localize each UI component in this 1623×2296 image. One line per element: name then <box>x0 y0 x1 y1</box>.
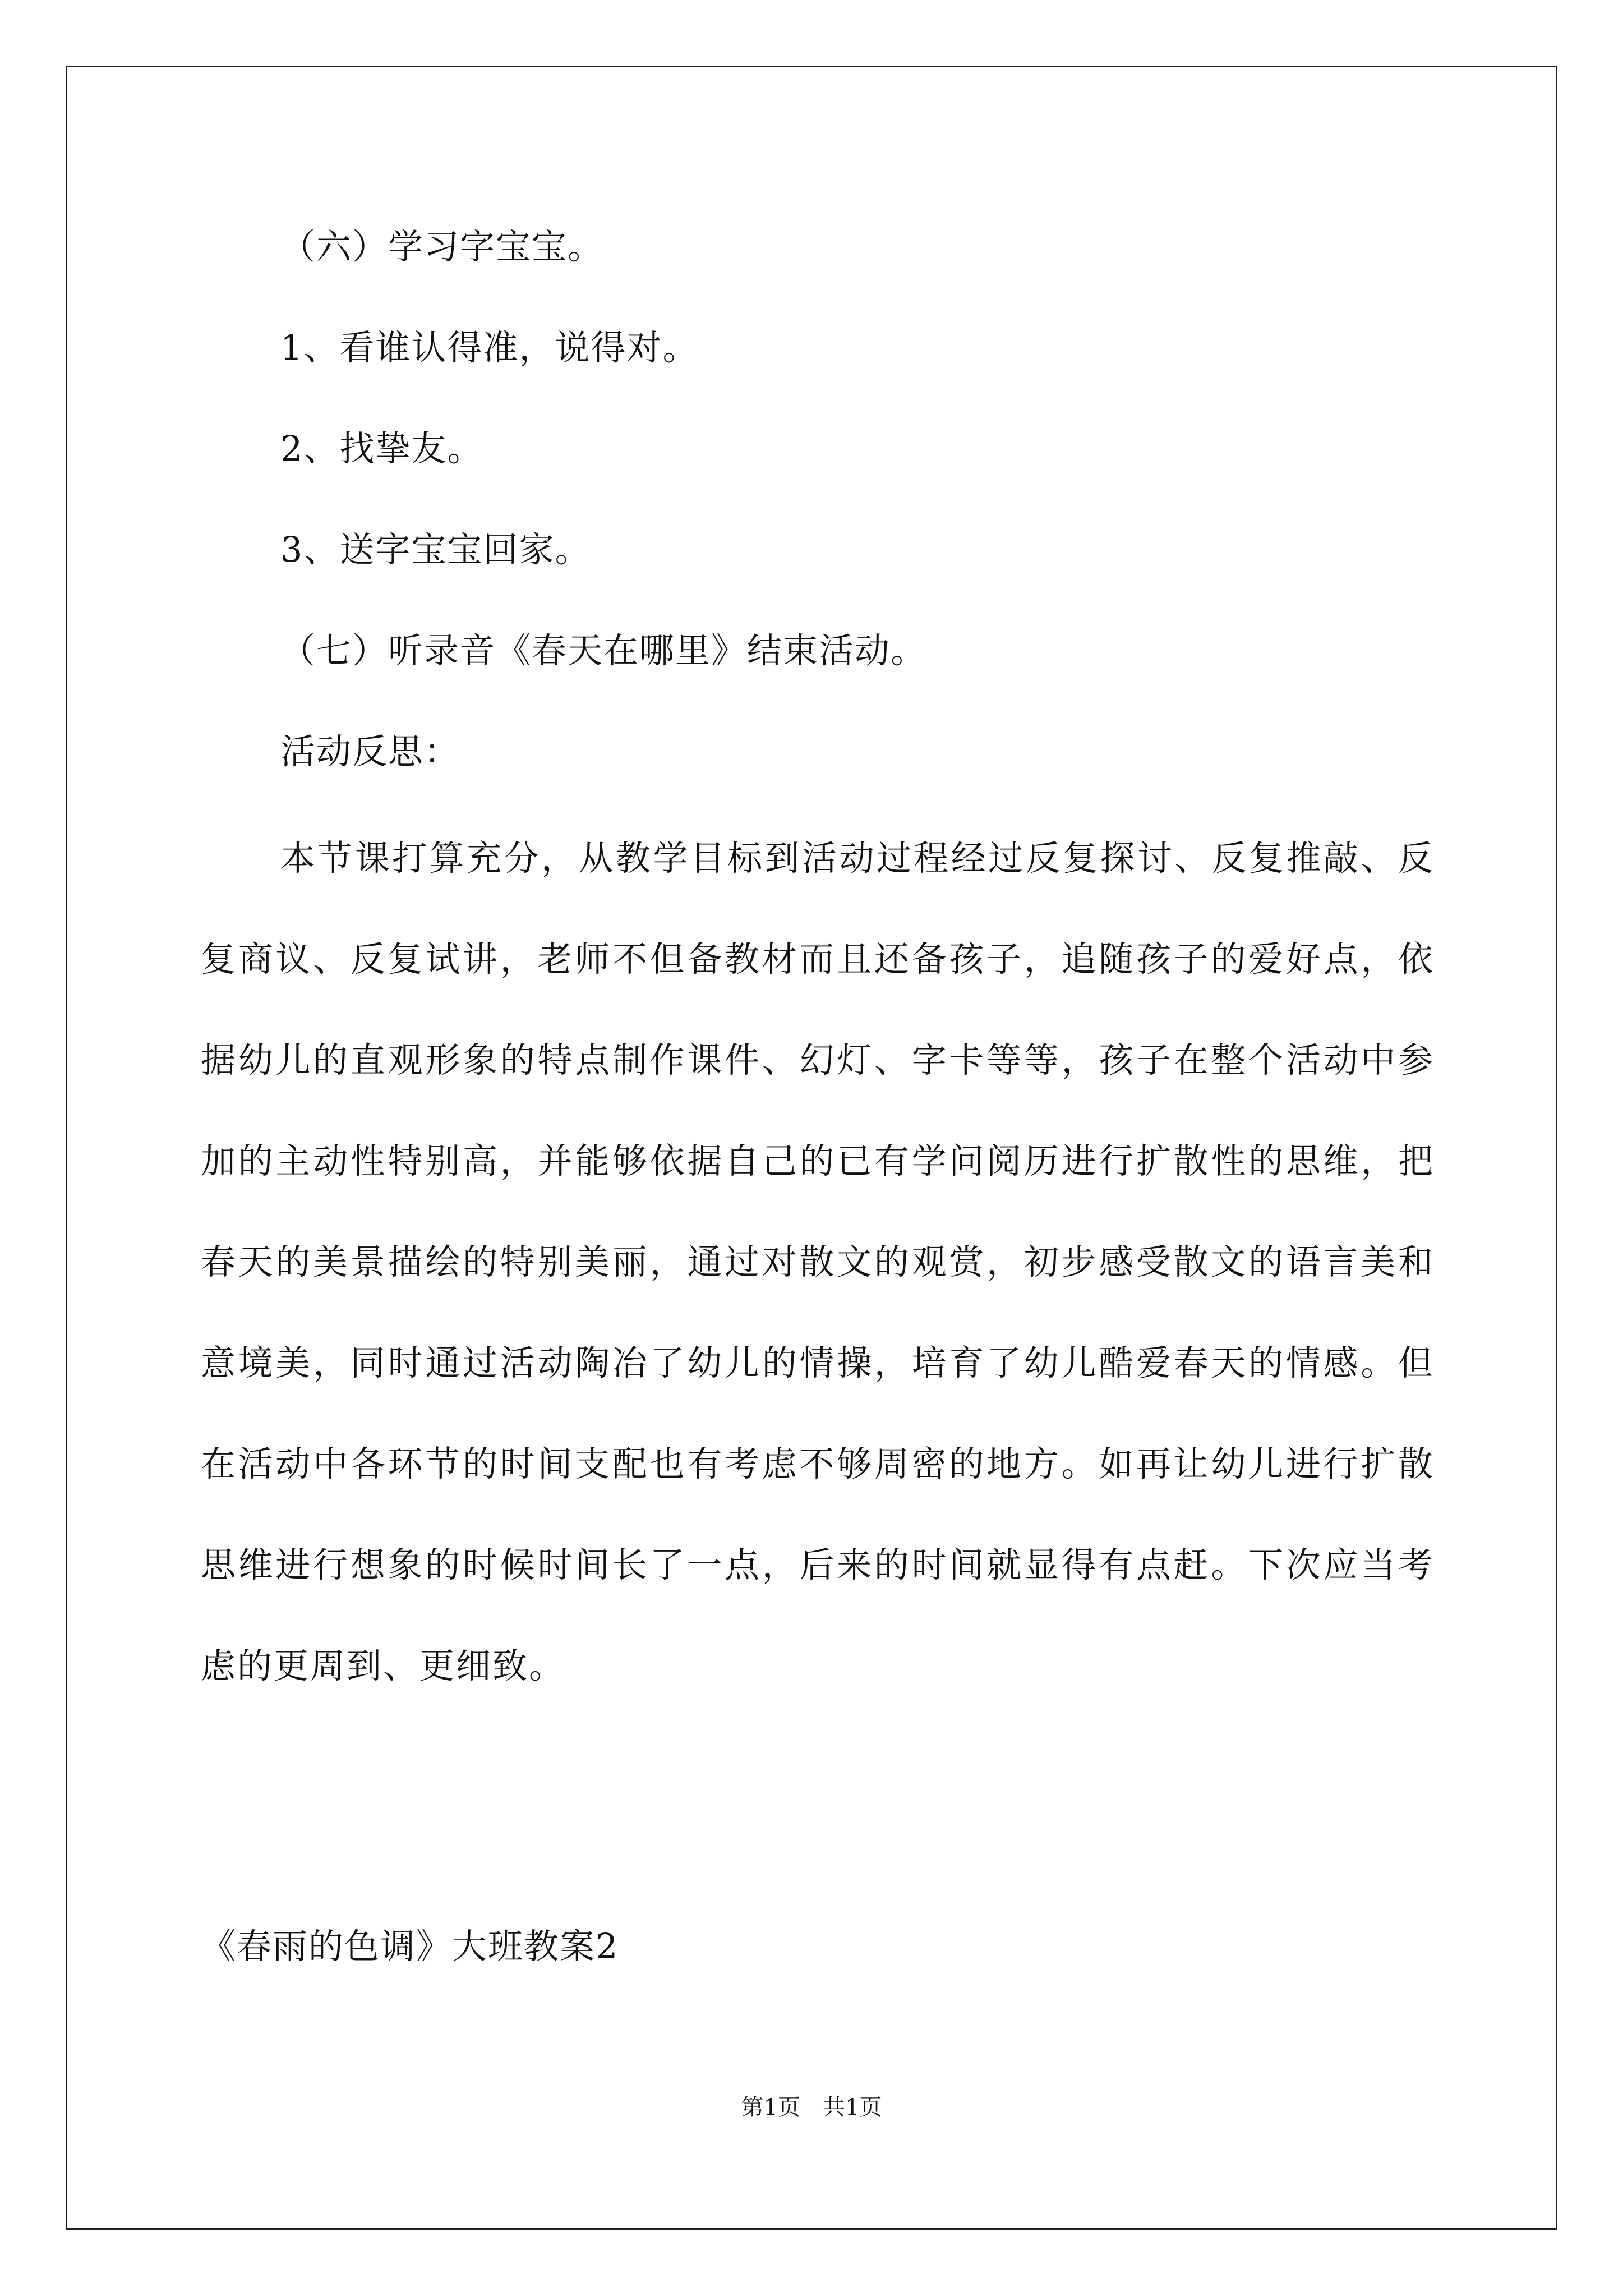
section-heading-seven: （七）听录音《春天在哪里》结束活动。 <box>280 630 927 671</box>
list-item-2: 2、找挚友。 <box>280 428 483 469</box>
section-heading-six: （六）学习字宝宝。 <box>280 226 604 267</box>
reflection-heading: 活动反思： <box>280 731 460 772</box>
list-item-1: 1、看谁认得准，说得对。 <box>280 327 699 368</box>
reflection-paragraph: 本节课打算充分，从教学目标到活动过程经过反复探讨、反复推敲、反复商议、反复试讲，老师不但备教材而且还备孩子，追随孩子的爱好点，依据幼儿的直观形象的特点制作课件、幻灯、字卡等等，孩子在整个活动中参加的主动性特别高，并能够依据自己的已有学问阅历进行扩散性的思维，把春天的美景描绘的特别美丽，通过对散文的观赏，初步感受散文的语言美和意境美，同时通过活动陶冶了幼儿的情操，培育了幼儿酷爱春天的情感。但在活动中各环节的时间支配也有考虑不够周密的地方。如再让幼儿进行扩散思维进行想象的时候时间长了一点，后来的时间就显得有点赶。下次应当考虑的更周到、更细致。 <box>201 838 1435 1686</box>
next-lesson-title: 《春雨的色调》大班教案2 <box>201 1926 619 1967</box>
page-number-footer: 第1页 共1页 <box>741 2095 882 2120</box>
list-item-3: 3、送字宝宝回家。 <box>280 529 591 570</box>
